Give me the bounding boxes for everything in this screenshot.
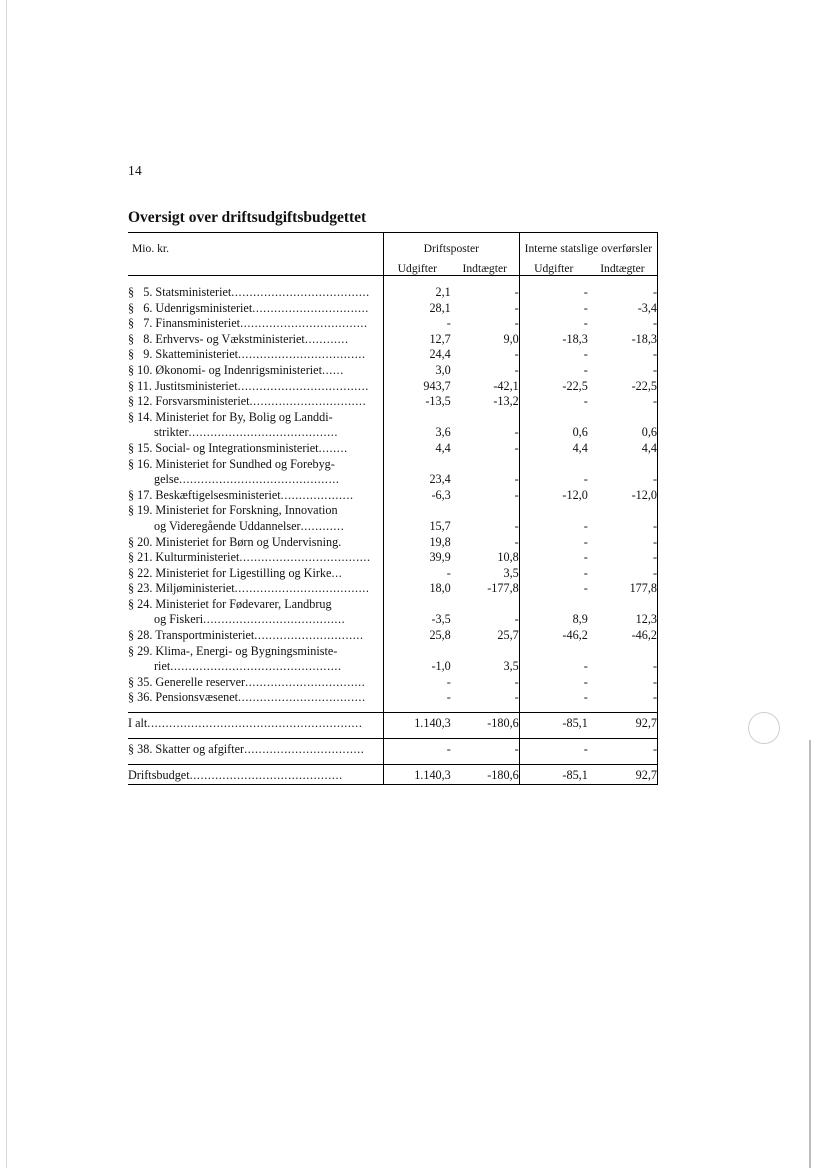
row-value: - <box>519 690 588 706</box>
row-value <box>451 503 519 519</box>
row-value: -22,5 <box>588 379 658 395</box>
row-value: - <box>514 518 519 533</box>
row-value: 0,6 <box>519 425 588 441</box>
row-value: - <box>519 316 588 332</box>
row-value: -12,0 <box>519 488 588 504</box>
column-header-indtaegter-2: Indtægter <box>588 255 658 276</box>
row-value: - <box>588 566 658 582</box>
row-value: - <box>519 519 588 535</box>
row-value: - <box>519 301 588 317</box>
budget-table <box>128 232 658 785</box>
leader-dots: ...... <box>321 362 344 377</box>
row-value: - <box>514 362 519 377</box>
row-label-text: § 15. Social- og Integrationsministeriet <box>128 440 319 455</box>
row-value: -3,5 <box>383 612 450 628</box>
row-value <box>383 644 450 660</box>
row-value: - <box>588 550 658 566</box>
leader-dots: .................................... <box>239 550 371 565</box>
row-value: - <box>519 581 588 597</box>
row-label-text: § 24. Ministeriet for Fødevarer, Landbrug <box>128 596 332 611</box>
row-value: - <box>383 316 450 332</box>
table-column-header-row <box>128 255 658 276</box>
row-label <box>128 410 383 426</box>
row-value: 4,4 <box>588 441 658 457</box>
row-value <box>383 503 450 519</box>
row-label-text: § 16. Ministeriet for Sundhed og Forebyg- <box>128 456 335 471</box>
table-row <box>128 301 658 317</box>
header-spacer <box>128 255 383 276</box>
row-value: 0,6 <box>588 425 658 441</box>
row-label-text: gelse <box>154 472 180 487</box>
row-label <box>128 488 383 504</box>
row-label <box>128 363 383 379</box>
row-value: - <box>519 394 588 410</box>
table-row <box>128 441 658 457</box>
scan-edge-artifact <box>6 0 7 1168</box>
row-label-text: § 22. Ministeriet for Ligestilling og Kirke <box>128 565 332 580</box>
tax-row <box>128 739 658 759</box>
leader-dots: ....................................... <box>203 612 346 627</box>
spacer-cell <box>451 276 519 286</box>
row-value: - <box>514 316 519 331</box>
row-value: 8,9 <box>519 612 588 628</box>
row-value <box>519 503 588 519</box>
table-row <box>128 675 658 691</box>
spacer-cell <box>128 276 383 286</box>
row-value: 18,0 <box>383 581 450 597</box>
row-value: -13,5 <box>383 394 450 410</box>
row-label-text: § 10. Økonomi- og Indenrigsministeriet <box>128 362 322 377</box>
row-label <box>128 472 383 488</box>
row-value: 92,7 <box>588 713 658 733</box>
row-label-text: § 9. Skatteministeriet <box>128 347 239 362</box>
row-label <box>128 285 383 301</box>
leader-dots: .......................................... <box>189 768 343 783</box>
row-value: 943,7 <box>383 379 450 395</box>
row-value: 10,8 <box>497 550 519 565</box>
table-row <box>128 410 658 426</box>
row-value: - <box>514 612 519 627</box>
table-row <box>128 332 658 348</box>
row-value: - <box>519 739 588 759</box>
row-value: -22,5 <box>519 379 588 395</box>
row-value: - <box>588 675 658 691</box>
row-value: 3,5 <box>503 659 519 674</box>
table-row <box>128 628 658 644</box>
row-value: - <box>383 675 450 691</box>
row-value <box>588 410 658 426</box>
row-label-text: Driftsbudget <box>128 768 190 783</box>
row-value: -85,1 <box>519 713 588 733</box>
row-label <box>128 612 383 628</box>
leader-dots: . <box>338 534 342 549</box>
row-value: - <box>588 739 658 759</box>
row-label <box>128 597 383 613</box>
final-row-label <box>128 765 383 785</box>
row-value <box>519 410 588 426</box>
row-label <box>128 566 383 582</box>
row-value: 24,4 <box>383 347 450 363</box>
group-header-driftsposter <box>383 233 519 256</box>
row-value: - <box>588 363 658 379</box>
row-label-text: § 21. Kulturministeriet <box>128 550 240 565</box>
row-label-text: § 19. Ministeriet for Forskning, Innovation <box>128 503 338 518</box>
leader-dots: ..................................... <box>234 581 370 596</box>
row-value: - <box>383 690 450 706</box>
row-label <box>128 394 383 410</box>
row-label-text: og Fiskeri <box>154 612 204 627</box>
row-value <box>588 644 658 660</box>
row-value: 28,1 <box>383 301 450 317</box>
row-value: - <box>514 347 519 362</box>
row-value: -180,6 <box>451 765 519 785</box>
leader-dots: ................................... <box>238 690 366 705</box>
row-value: -3,4 <box>588 301 658 317</box>
row-value: -180,6 <box>451 713 519 733</box>
row-value: - <box>588 659 658 675</box>
row-value <box>383 457 450 473</box>
row-label-text: § 29. Klima-, Energi- og Bygningsministe- <box>128 643 338 658</box>
table-row <box>128 503 658 519</box>
page-title: Oversigt over driftsudgiftsbudgettet <box>128 209 367 226</box>
row-label <box>128 675 383 691</box>
row-label <box>128 347 383 363</box>
leader-dots: ............................................ <box>179 472 340 487</box>
row-value: -46,2 <box>588 628 658 644</box>
row-value <box>451 597 519 613</box>
table-row <box>128 425 658 441</box>
row-value: - <box>519 347 588 363</box>
group-header-interne-label: Interne statslige overførsler <box>524 242 653 255</box>
leader-dots: ............................................... <box>170 659 342 674</box>
hole-punch-artifact <box>748 712 780 744</box>
row-value: - <box>514 425 519 440</box>
table-row <box>128 659 658 675</box>
row-label-text: og Videregående Uddannelser <box>154 518 301 533</box>
spacer-cell <box>588 276 658 286</box>
row-value: 23,4 <box>383 472 450 488</box>
row-label-text: § 23. Miljøministeriet <box>128 581 235 596</box>
row-value: - <box>519 659 588 675</box>
row-label-text: riet <box>154 659 171 674</box>
row-label <box>128 628 383 644</box>
row-value: 12,7 <box>383 332 450 348</box>
leader-dots: ................................ <box>249 394 367 409</box>
row-value: 3,5 <box>503 565 519 580</box>
row-value: -12,0 <box>588 488 658 504</box>
row-label-text: § 12. Forsvarsministeriet <box>128 394 250 409</box>
table-row <box>128 347 658 363</box>
row-label-text: I alt <box>128 716 148 731</box>
tax-row-label <box>128 739 383 759</box>
total-row <box>128 713 658 733</box>
row-label <box>128 316 383 332</box>
total-row-label <box>128 713 383 733</box>
row-value: - <box>514 472 519 487</box>
row-label-text: § 36. Pensionsvæsenet <box>128 690 239 705</box>
table-row <box>128 457 658 473</box>
row-value: 4,4 <box>519 441 588 457</box>
row-label-text: strikter <box>154 425 189 440</box>
row-value: -85,1 <box>519 765 588 785</box>
row-value <box>383 597 450 613</box>
row-value: - <box>519 363 588 379</box>
row-value: 92,7 <box>588 765 658 785</box>
row-value: 19,8 <box>383 535 450 551</box>
row-value: - <box>588 285 658 301</box>
row-value <box>588 597 658 613</box>
row-label-text: § 14. Ministeriet for By, Bolig og Landdi- <box>128 409 333 424</box>
row-value: 9,0 <box>503 331 519 346</box>
table-row <box>128 535 658 551</box>
group-header-interne <box>519 233 657 256</box>
table-row <box>128 581 658 597</box>
table-row <box>128 597 658 613</box>
row-value: - <box>588 519 658 535</box>
leader-dots: ... <box>331 565 343 580</box>
table-row <box>128 612 658 628</box>
leader-dots: .............................. <box>254 628 364 643</box>
row-value: - <box>514 285 519 299</box>
table-row <box>128 363 658 379</box>
row-value: - <box>588 472 658 488</box>
row-value <box>588 457 658 473</box>
row-value: - <box>519 566 588 582</box>
leader-dots: ................................. <box>244 742 365 757</box>
row-value: - <box>588 535 658 551</box>
row-value: -46,2 <box>519 628 588 644</box>
row-value: - <box>514 534 519 549</box>
row-value: - <box>383 739 450 759</box>
row-value <box>383 410 450 426</box>
row-label-text: § 35. Generelle reserver <box>128 674 246 689</box>
leader-dots: .................... <box>280 487 354 502</box>
table-row <box>128 690 658 706</box>
row-label <box>128 332 383 348</box>
row-value: -18,3 <box>588 332 658 348</box>
row-label <box>128 379 383 395</box>
row-value: 4,4 <box>383 441 450 457</box>
row-value <box>451 644 519 660</box>
table-row <box>128 285 658 301</box>
group-header-driftsposter-label: Driftsposter <box>423 242 479 255</box>
table-group-header-row <box>128 233 658 256</box>
page-number: 14 <box>128 163 142 178</box>
row-label <box>128 644 383 660</box>
row-label-text: § 11. Justitsministeriet <box>128 378 238 393</box>
row-label <box>128 550 383 566</box>
row-label-text: § 20. Ministeriet for Børn og Undervisning <box>128 534 339 549</box>
row-value: -42,1 <box>493 378 519 393</box>
table-row <box>128 394 658 410</box>
leader-dots: ............ <box>304 331 349 346</box>
row-value: 2,1 <box>383 285 450 301</box>
row-value <box>519 457 588 473</box>
row-value: - <box>383 566 450 582</box>
row-label <box>128 457 383 473</box>
row-label-text: § 8. Erhvervs- og Vækstministeriet <box>128 331 305 346</box>
row-label <box>128 301 383 317</box>
row-label-text: § 6. Udenrigsministeriet <box>128 300 253 315</box>
row-value: 3,6 <box>383 425 450 441</box>
row-value: - <box>514 300 519 315</box>
row-label-text: § 17. Beskæftigelsesministeriet <box>128 487 281 502</box>
leader-dots: ............ <box>300 518 345 533</box>
column-header-udgifter-2: Udgifter <box>519 255 588 276</box>
row-label-text: § 38. Skatter og afgifter <box>128 742 245 757</box>
leader-dots: ........................................................... <box>147 716 363 731</box>
row-label <box>128 441 383 457</box>
row-label <box>128 535 383 551</box>
row-value: 25,8 <box>383 628 450 644</box>
row-value <box>588 503 658 519</box>
row-value: - <box>588 394 658 410</box>
table-row <box>128 550 658 566</box>
leader-dots: .................................... <box>237 378 369 393</box>
row-label <box>128 659 383 675</box>
table-row <box>128 316 658 332</box>
row-value: - <box>519 472 588 488</box>
row-label <box>128 581 383 597</box>
unit-label: Mio. kr. <box>128 233 383 256</box>
row-value: 177,8 <box>588 581 658 597</box>
leader-dots: ................................. <box>245 674 366 689</box>
row-value: 39,9 <box>383 550 450 566</box>
final-row <box>128 765 658 785</box>
row-value <box>451 457 519 473</box>
scan-edge-artifact-right <box>809 740 811 1168</box>
row-value <box>451 410 519 426</box>
row-value: 1.140,3 <box>383 765 450 785</box>
row-value: -6,3 <box>383 488 450 504</box>
row-value: -18,3 <box>519 332 588 348</box>
row-value: - <box>519 675 588 691</box>
row-label-text: § 28. Transportministeriet <box>128 628 255 643</box>
row-label <box>128 519 383 535</box>
row-value: 15,7 <box>383 519 450 535</box>
row-value: - <box>514 690 519 705</box>
row-value: -177,8 <box>487 581 519 596</box>
row-value: 12,3 <box>588 612 658 628</box>
table-row <box>128 379 658 395</box>
spacer-cell <box>383 276 450 286</box>
table-spacer-row <box>128 276 658 286</box>
row-value: - <box>588 316 658 332</box>
row-value: -1,0 <box>383 659 450 675</box>
row-label <box>128 425 383 441</box>
spacer-cell <box>519 276 588 286</box>
row-value: - <box>514 440 519 455</box>
leader-dots: ................................... <box>240 316 368 331</box>
row-value: - <box>519 285 588 301</box>
row-value: - <box>519 550 588 566</box>
row-value: - <box>588 690 658 706</box>
leader-dots: ................................... <box>238 347 366 362</box>
table-row <box>128 519 658 535</box>
row-value: - <box>519 535 588 551</box>
table-row <box>128 472 658 488</box>
leader-dots: ........ <box>318 440 348 455</box>
row-label <box>128 503 383 519</box>
row-value: - <box>514 487 519 502</box>
leader-dots: ...................................... <box>231 285 370 299</box>
row-value: -13,2 <box>493 394 519 409</box>
column-header-udgifter-1: Udgifter <box>383 255 450 276</box>
row-value <box>519 644 588 660</box>
table-row <box>128 566 658 582</box>
leader-dots: ......................................... <box>188 425 339 440</box>
row-value: - <box>588 347 658 363</box>
row-label-text: § 5. Statsministeriet <box>128 285 232 299</box>
row-value: - <box>514 674 519 689</box>
row-value: 25,7 <box>497 628 519 643</box>
row-value: 3,0 <box>383 363 450 379</box>
row-value <box>519 597 588 613</box>
row-value: 1.140,3 <box>383 713 450 733</box>
leader-dots: ................................ <box>252 300 369 315</box>
row-label <box>128 690 383 706</box>
table-row <box>128 488 658 504</box>
row-label-text: § 7. Finansministeriet <box>128 316 241 331</box>
row-value: - <box>451 739 519 759</box>
table-row <box>128 644 658 660</box>
column-header-indtaegter-1: Indtægter <box>451 255 519 276</box>
